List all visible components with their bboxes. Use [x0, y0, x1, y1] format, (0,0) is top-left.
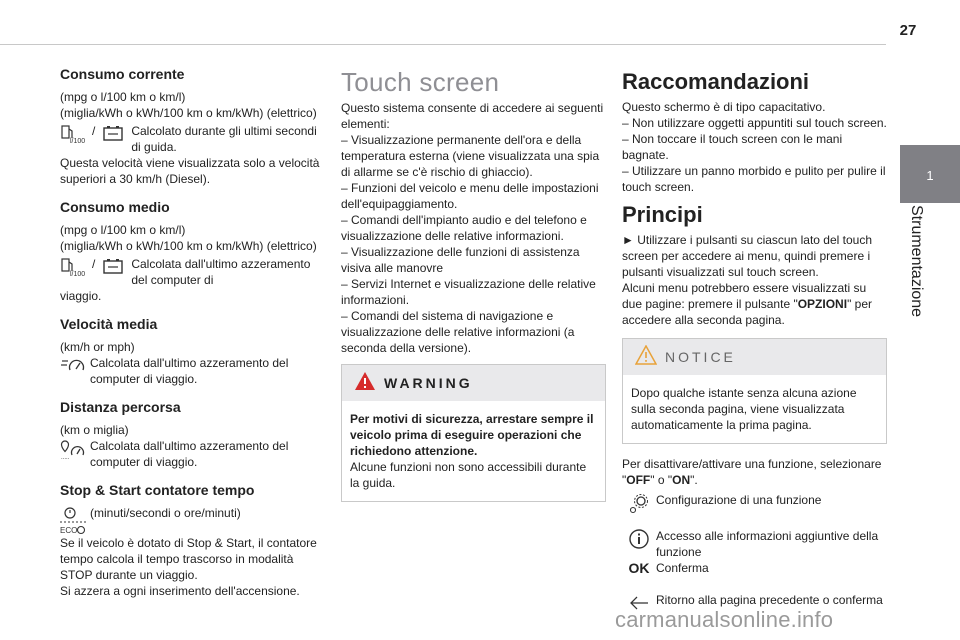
speedometer-icon [60, 355, 86, 377]
notice-header [623, 339, 886, 375]
list-item: – Servizi Internet e visualizzazione delle relative informazioni. [341, 277, 596, 307]
section-title-principi: Principi [622, 202, 703, 227]
units-text: (mpg o l/100 km o km/l) (miglia/kWh o kWh/100 km o km/kWh) (elettrico) [60, 90, 317, 120]
section-title: Consumo corrente [60, 66, 185, 82]
notice-box [622, 338, 887, 444]
legend-info-label: Accesso alle informazioni aggiuntive della funzione [656, 529, 879, 559]
column-left [60, 66, 322, 611]
list-item: – Non toccare il touch screen con le mani bagnate. [622, 132, 843, 162]
legend-ok [622, 560, 887, 576]
section-consumo-corrente: Consumo corrente (mpg o l/100 km o km/l) (miglia/kWh o kWh/100 km o km/kWh) (elettrico) l/100 / Calcolato durante gli ultimi secondi di guida. Questa velocità viene visualizzata solo a velocità superiori a 30 km/h (Diesel). [60, 66, 322, 187]
svg-text:l/100: l/100 [70, 138, 86, 145]
notice-title: NOTICE [665, 349, 736, 365]
list-item: – Non utilizzare oggetti appuntiti sul touch screen. [622, 116, 887, 130]
legend-config [622, 492, 887, 520]
fuel-consumption-icon [60, 123, 86, 145]
distance-icon [60, 438, 86, 460]
section-title: Distanza percorsa [60, 399, 181, 415]
warning-header [342, 365, 605, 401]
principi-text-2: Alcuni menu potrebbero essere visualizzati su due pagine: premere il pulsante "OPZIONI" per accedere alla seconda pagina. [622, 281, 872, 327]
intro-text: Questo schermo è di tipo capacitativo. [622, 100, 826, 114]
section-title: Stop & Start contatore tempo [60, 482, 255, 498]
svg-text:l/100: l/100 [70, 271, 86, 278]
section-title-touch-screen: Touch screen [341, 67, 500, 97]
section-title-raccomandazioni: Raccomandazioni [622, 69, 810, 94]
list-item: – Comandi del sistema di navigazione e visualizzazione delle relative informazioni (a seconda della versione). [341, 309, 575, 355]
warning-text: Alcune funzioni non sono accessibili durante la guida. [350, 460, 587, 490]
units-text: (km/h or mph) [60, 340, 135, 354]
section-distanza-percorsa [60, 399, 322, 470]
section-velocita-media [60, 316, 322, 387]
legend-info [622, 528, 887, 560]
legend-config-label: Configurazione di una funzione [656, 493, 822, 507]
info-icon[interactable] [622, 528, 656, 556]
notice-icon [635, 345, 657, 369]
note-text: Questa velocità viene visualizzata solo a velocità superiori a 30 km/h (Diesel). [60, 156, 320, 186]
watermark: carmanualsonline.info [615, 607, 834, 632]
list-item: – Visualizzazione delle funzioni di assistenza visiva alle manovre [341, 245, 580, 275]
intro-text: Questo sistema consente di accedere ai seguenti elementi: [341, 101, 604, 131]
note-text: Se il veicolo è dotato di Stop & Start, il contatore tempo calcola il tempo trascorso in modalità STOP durante un viaggio. Si azzera a ogni inserimento dell'accensione. [60, 536, 317, 598]
icon-description: Calcolata dall'ultimo azzeramento del computer di [131, 257, 311, 287]
icon-description: Calcolato durante gli ultimi secondi di guida. [131, 124, 317, 154]
warning-bold-text: Per motivi di sicurezza, arrestare sempre il veicolo prima di eseguire operazioni che richiedono attenzione. [350, 412, 594, 458]
top-rule [0, 44, 886, 45]
legend-back-label: Ritorno alla pagina precedente o conferma [656, 593, 883, 607]
list-item: – Utilizzare un panno morbido e pulito per pulire il touch screen. [622, 164, 886, 194]
warning-title: WARNING [384, 375, 473, 391]
gear-icon[interactable] [622, 492, 656, 520]
svg-text:ECO: ECO [60, 526, 78, 535]
battery-consumption-icon [101, 256, 127, 278]
svg-text:.....: ..... [61, 455, 70, 460]
warning-icon [354, 371, 376, 395]
icon-description: Calcolata dall'ultimo azzeramento del computer di viaggio. [90, 356, 289, 386]
battery-consumption-icon [101, 123, 127, 145]
icon-description: Calcolata dall'ultimo azzeramento del computer di viaggio. [90, 439, 289, 469]
section-stop-start [60, 482, 322, 599]
fuel-consumption-icon [60, 256, 86, 278]
chapter-label: Strumentazione [908, 205, 925, 318]
stop-start-timer-icon [60, 505, 86, 535]
column-middle [341, 67, 606, 502]
units-text: (minuti/secondi o ore/minuti) [90, 506, 241, 520]
notice-text: Dopo qualche istante senza alcuna azione sulla seconda pagina, viene visualizzata automaticamente la prima pagina. [631, 386, 857, 432]
section-title: Velocità media [60, 316, 158, 332]
section-title: Consumo medio [60, 199, 170, 215]
ok-icon[interactable]: OK [628, 560, 650, 576]
principi-text-1: ► Utilizzare i pulsanti su ciascun lato del touch screen per accedere ai menu, quindi premere i pulsanti visualizzati sul touch screen. [622, 233, 872, 279]
tail-text: viaggio. [60, 289, 102, 303]
units-text: (mpg o l/100 km o km/l) (miglia/kWh o kWh/100 km o km/kWh) (elettrico) [60, 223, 317, 253]
warning-box [341, 364, 606, 502]
list-item: – Funzioni del veicolo e menu delle impostazioni dell'equipaggiamento. [341, 181, 599, 211]
column-right [622, 69, 887, 620]
legend-ok-label: Conferma [656, 561, 709, 575]
list-item: – Comandi dell'impianto audio e del telefono e visualizzazione delle relative informazioni. [341, 213, 587, 243]
list-item: – Visualizzazione permanente dell'ora e della temperatura esterna (viene visualizzata una spia di allarme se c'è rischio di ghiaccio). [341, 133, 600, 179]
page-number: 27 [899, 22, 917, 39]
units-text: (km o miglia) [60, 423, 129, 437]
toggle-text: Per disattivare/attivare una funzione, selezionare "OFF" o "ON". [622, 457, 882, 487]
chapter-tab-number: 1 [926, 168, 934, 183]
section-consumo-medio: Consumo medio (mpg o l/100 km o km/l) (miglia/kWh o kWh/100 km o km/kWh) (elettrico) l/100 / Calcolata dall'ultimo azzeramento del computer di viaggio. [60, 199, 322, 304]
